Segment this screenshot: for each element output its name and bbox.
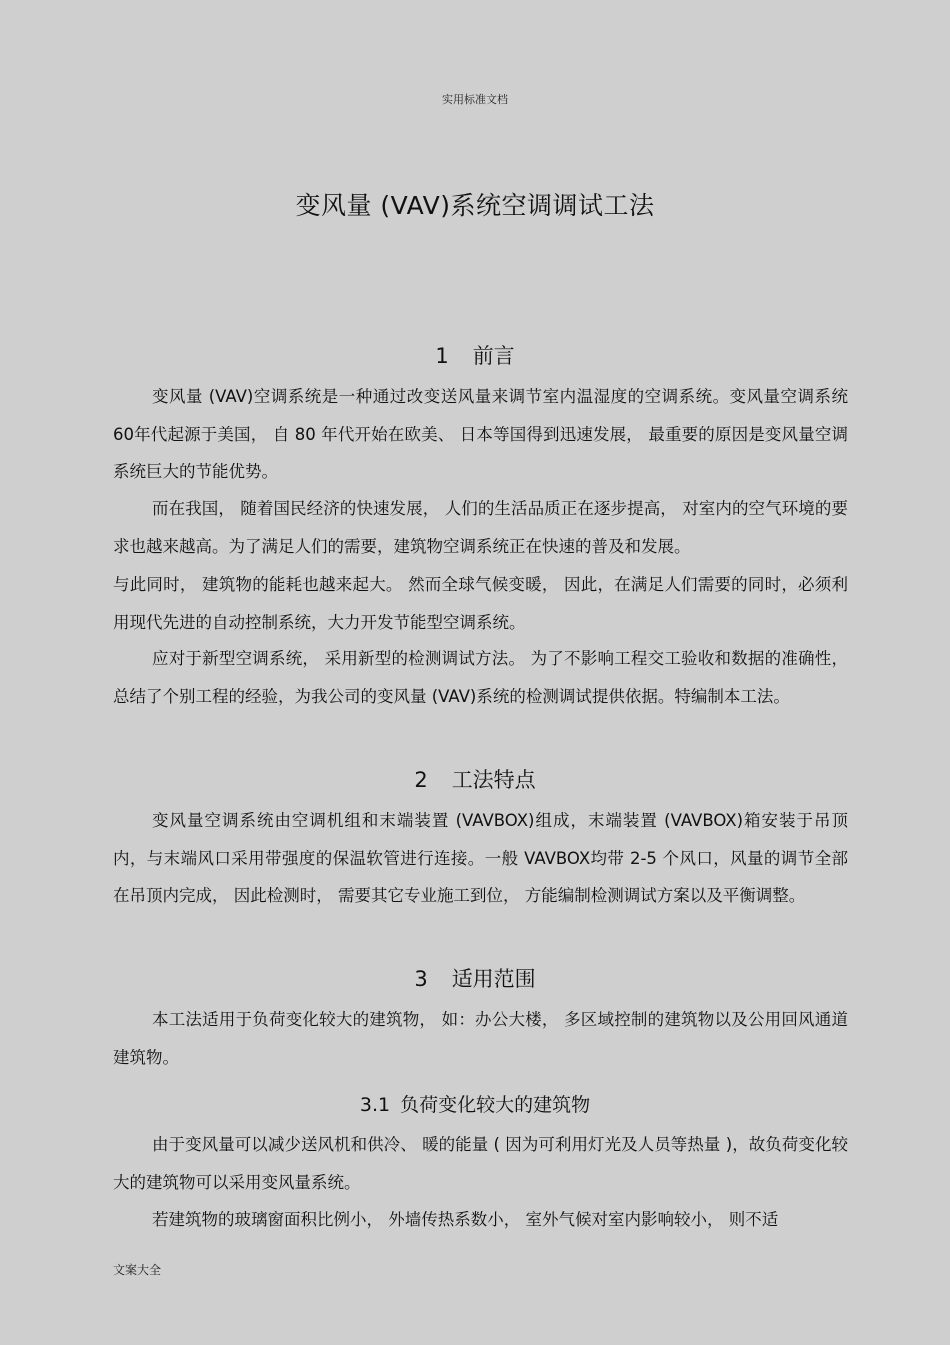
section-title: 工法特点: [451, 768, 536, 792]
section-number: 2: [414, 768, 428, 792]
section-number: 3: [414, 967, 428, 991]
paragraph: 与此同时， 建筑物的能耗也越来起大。 然而全球气候变暖， 因此，在满足人们需要的同时，必须利用现代先进的自动控制系统，大力开发节能型空调系统。: [113, 575, 848, 632]
paragraph: 由于变风量可以减少送风机和供冷、 暖的能量 ( 因为可利用灯光及人员等热量 )，故负荷变化较大的建筑物可以采用变风量系统。: [113, 1135, 848, 1192]
paragraph: 而在我国， 随着国民经济的快速发展， 人们的生活品质正在逐步提高， 对室内的空气环境的要求也越来越高。为了满足人们的需要，建筑物空调系统正在快速的普及和发展。: [113, 499, 848, 556]
page-footer: 文案大全: [113, 1263, 162, 1277]
paragraph: 变风量 (VAV)空调系统是一种通过改变送风量来调节室内温湿度的空调系统。变风量空调系统 60年代起源于美国， 自 80 年代开始在欧美、 日本等国得到迅速发展， 最重要的原因是变风量空调系统巨大的节能优势。: [113, 387, 848, 481]
section-number: 1: [435, 344, 449, 368]
section-heading-1: [0, 340, 950, 370]
paragraph: 若建筑物的玻璃窗面积比例小， 外墙传热系数小， 室外气候对室内影响较小， 则不适: [152, 1210, 779, 1229]
section-title: 适用范围: [451, 967, 536, 991]
section-heading-3: [0, 963, 950, 993]
document-title: 变风量 (VAV)系统空调调试工法: [295, 191, 655, 220]
paragraph: 本工法适用于负荷变化较大的建筑物， 如：办公大楼， 多区域控制的建筑物以及公用回风通道建筑物。: [113, 1010, 848, 1067]
paragraph: 变风量空调系统由空调机组和末端装置 (VAVBOX)组成，末端装置 (VAVBOX)箱安装于吊顶内，与末端风口采用带强度的保温软管进行连接。一般 VAVBOX均带 2-5 个风口，风量的调节全部在吊顶内完成， 因此检测时， 需要其它专业施工到位， 方能编制检测调试方案以及平衡调整。: [113, 811, 848, 905]
subsection-heading-3-1: [0, 1090, 950, 1117]
paragraph: 应对于新型空调系统， 采用新型的检测调试方法。 为了不影响工程交工验收和数据的准确性，总结了个别工程的经验，为我公司的变风量 (VAV)系统的检测调试提供依据。特编制本工法。: [113, 649, 848, 706]
section-number: 3.1: [359, 1094, 391, 1116]
section-heading-2: [0, 764, 950, 794]
section-title: 前言: [472, 344, 515, 368]
section-title: 负荷变化较大的建筑物: [400, 1094, 591, 1116]
page-header: 实用标准文档: [442, 93, 508, 106]
